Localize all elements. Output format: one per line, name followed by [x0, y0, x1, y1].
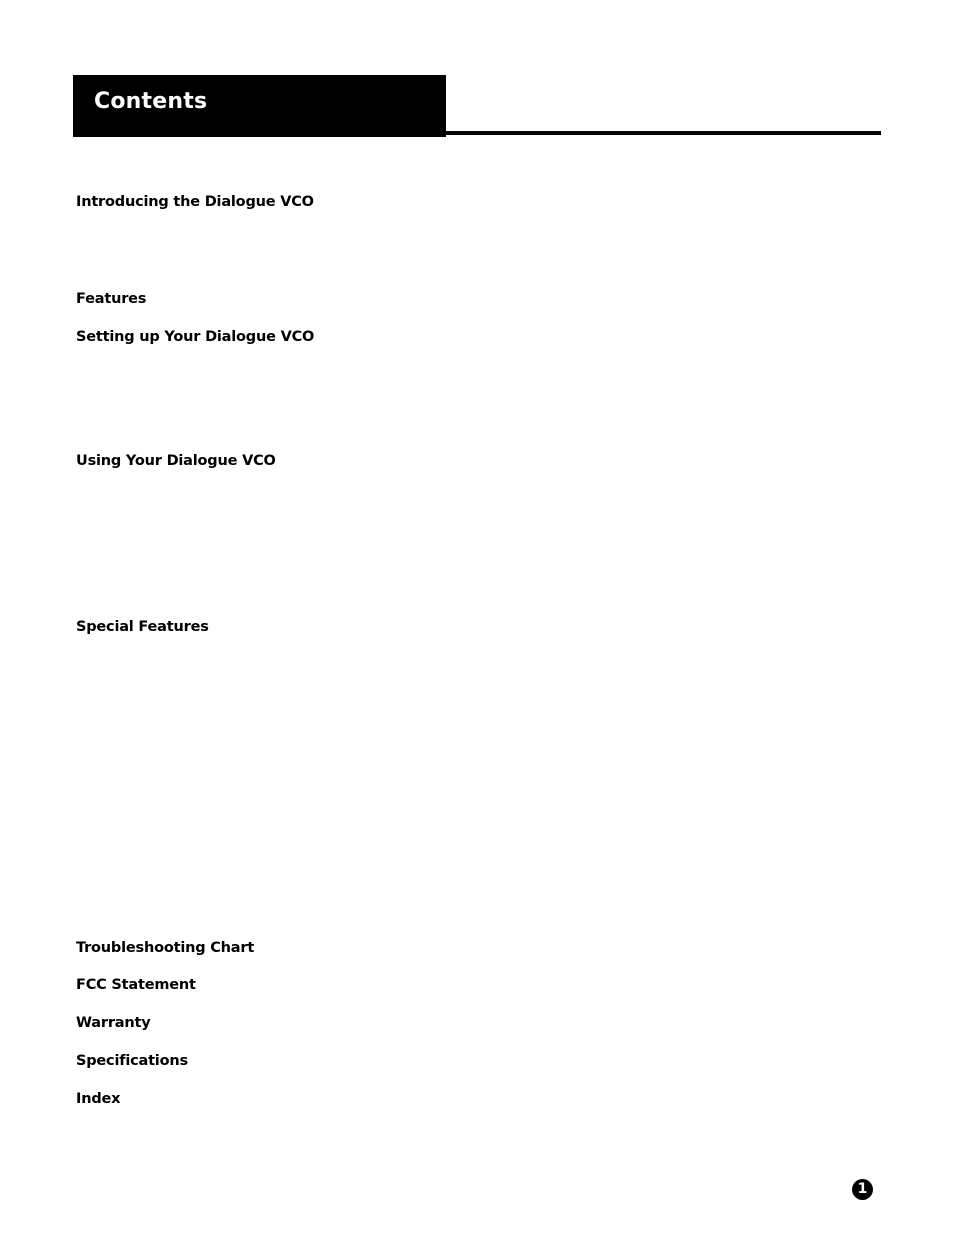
contents-header-box — [73, 75, 446, 137]
toc-entry-specifications[interactable]: Specifications — [76, 1053, 188, 1069]
toc-entry-setting-up[interactable]: Setting up Your Dialogue VCO — [76, 329, 315, 345]
toc-entry-warranty[interactable]: Warranty — [76, 1015, 151, 1031]
toc-entry-troubleshooting[interactable]: Troubleshooting Chart — [76, 940, 255, 956]
page-number-badge: 1 — [852, 1179, 873, 1200]
toc-entry-introducing[interactable]: Introducing the Dialogue VCO — [76, 194, 314, 210]
toc-entry-features[interactable]: Features — [76, 291, 147, 307]
toc-entry-using[interactable]: Using Your Dialogue VCO — [76, 453, 276, 469]
toc-entry-special-features[interactable]: Special Features — [76, 619, 209, 635]
header-rule — [446, 131, 881, 135]
toc-entry-fcc-statement[interactable]: FCC Statement — [76, 977, 196, 993]
toc-entry-index[interactable]: Index — [76, 1091, 121, 1107]
page-title: Contents — [94, 89, 208, 114]
